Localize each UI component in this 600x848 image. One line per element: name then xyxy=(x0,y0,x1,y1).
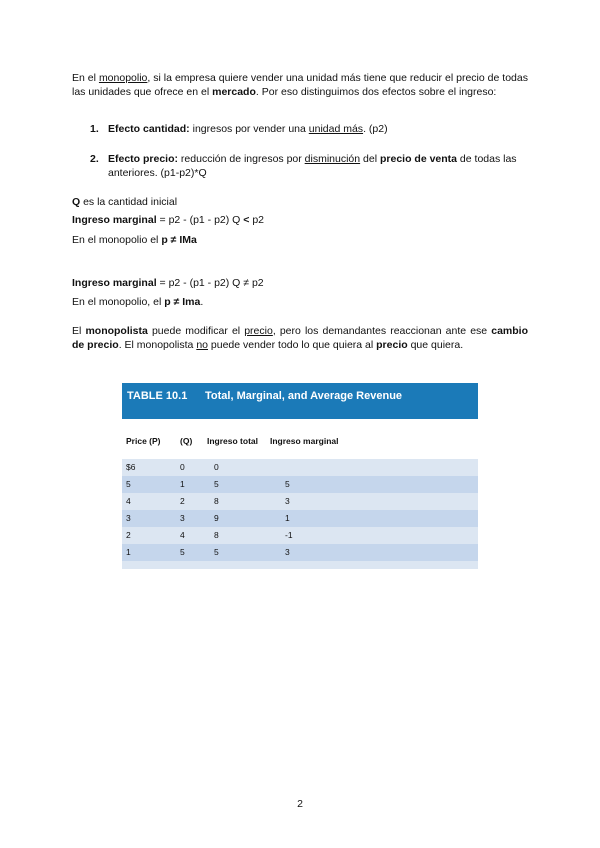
table-cell: 4 xyxy=(126,496,131,506)
bold-term: Ingreso marginal xyxy=(72,214,157,226)
formula: = p2 - (p1 - p2) Q ≠ p2 xyxy=(156,277,264,289)
text: puede modificar el xyxy=(147,325,245,337)
table-cell: 4 xyxy=(180,530,185,540)
list-item-efecto-precio xyxy=(90,152,528,180)
column-header: Ingreso marginal xyxy=(270,436,339,446)
table-row xyxy=(122,527,478,544)
ingreso-marginal-formula-1 xyxy=(72,213,528,227)
text: . xyxy=(200,296,204,308)
table-cell: -1 xyxy=(285,530,293,540)
formula: = p2 - (p1 - p2) Q xyxy=(156,214,244,226)
table-cell: 1 xyxy=(285,513,290,523)
table-row xyxy=(122,510,478,527)
table-cell: 1 xyxy=(180,479,185,489)
text: , si la empresa quiere vender una unidad más tiene que reducir el precio de todas las unidades que ofrece en el xyxy=(72,72,528,98)
text: El xyxy=(72,325,86,337)
text: En el monopolio el xyxy=(72,234,162,246)
bold-term: monopolista xyxy=(85,325,148,337)
text: . Por eso distinguimos dos efectos sobre el ingreso: xyxy=(255,86,497,98)
table-cell: 0 xyxy=(180,462,185,472)
bold-term: precio xyxy=(376,339,408,351)
ingreso-marginal-formula-2 xyxy=(72,276,528,290)
table-cell: $6 xyxy=(126,462,136,472)
list-number: 2. xyxy=(90,153,99,165)
table-cell: 2 xyxy=(180,496,185,506)
bold-term: p ≠ IMa xyxy=(161,234,197,246)
text: En el monopolio, el xyxy=(72,296,165,308)
text: . (p2) xyxy=(363,123,388,135)
table-cell: 2 xyxy=(126,530,131,540)
bold-term: p ≠ Ima xyxy=(164,296,201,308)
underlined-term: precio xyxy=(244,325,273,337)
text: de todas las anteriores. (p1-p2)*Q xyxy=(108,153,517,179)
table-title-bar xyxy=(122,383,478,419)
table-cell: 3 xyxy=(126,513,131,523)
list-number: 1. xyxy=(90,123,99,135)
table-cell: 1 xyxy=(126,547,131,557)
text: , pero los demandantes reaccionan ante ese xyxy=(272,325,492,337)
column-header: Price (P) xyxy=(126,436,161,446)
underlined-term: no xyxy=(196,339,208,351)
monopolio-statement-1 xyxy=(72,233,528,247)
operator: < xyxy=(243,214,250,226)
text: puede vender todo lo que quiera al xyxy=(208,339,377,351)
table-row xyxy=(122,493,478,510)
table-cell: 5 xyxy=(285,479,290,489)
table-row xyxy=(122,459,478,476)
monopolio-term: monopolio xyxy=(98,72,148,84)
table-cell: 5 xyxy=(214,547,219,557)
bold-term: Ingreso marginal xyxy=(72,277,157,289)
list-item-efecto-cantidad xyxy=(90,122,528,136)
table-cell: 8 xyxy=(214,530,219,540)
text: del xyxy=(360,153,380,165)
table-cell: 3 xyxy=(285,496,290,506)
formula: p2 xyxy=(249,214,265,226)
table-cell: 3 xyxy=(180,513,185,523)
text: ingresos por vender una xyxy=(189,123,309,135)
monopolista-paragraph xyxy=(72,324,528,352)
column-header: Ingreso total xyxy=(207,436,259,446)
revenue-table xyxy=(122,383,478,569)
table-cell: 3 xyxy=(285,547,290,557)
table-cell: 9 xyxy=(214,513,219,523)
table-row xyxy=(122,476,478,493)
text: es la cantidad inicial xyxy=(80,196,178,208)
text: que quiera. xyxy=(407,339,464,351)
page-number: 2 xyxy=(297,798,303,810)
bold-term: precio de venta xyxy=(379,153,458,165)
table-cell: 0 xyxy=(214,462,219,472)
table-cell: 5 xyxy=(214,479,219,489)
table-cell: 5 xyxy=(180,547,185,557)
table-title: Total, Marginal, and Average Revenue xyxy=(205,390,403,402)
list-item-title: Efecto cantidad: xyxy=(108,123,190,135)
text: reducción de ingresos por xyxy=(178,153,305,165)
table-cell: 8 xyxy=(214,496,219,506)
list-item-title: Efecto precio: xyxy=(108,153,179,165)
intro-paragraph xyxy=(72,71,528,99)
q-definition xyxy=(72,195,528,209)
underlined-term: unidad más xyxy=(308,123,364,135)
mercado-term: mercado xyxy=(212,86,256,98)
underlined-term: disminución xyxy=(304,153,361,165)
table-number: TABLE 10.1 xyxy=(127,390,188,402)
table-header-row xyxy=(122,419,478,459)
bold-term: cambio de precio xyxy=(72,325,528,351)
text: En el xyxy=(72,72,99,84)
column-header: (Q) xyxy=(180,436,193,446)
bold-term: Q xyxy=(72,196,81,208)
effects-list xyxy=(90,122,528,180)
table-cell: 5 xyxy=(126,479,131,489)
monopolio-statement-2 xyxy=(72,295,528,309)
text: . El monopolista xyxy=(118,339,197,351)
table-row xyxy=(122,544,478,561)
